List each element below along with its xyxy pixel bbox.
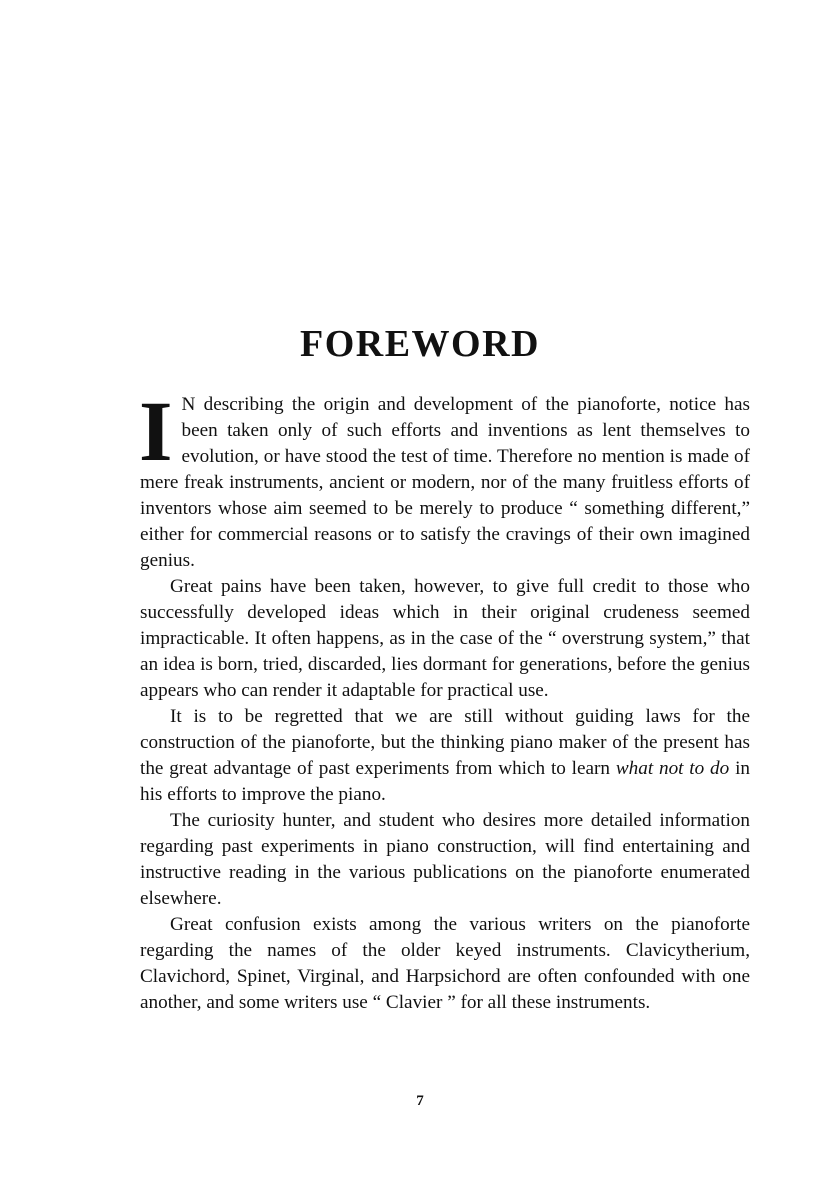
paragraph-1 <box>139 383 750 574</box>
paragraph-3-text-start: It is to be regretted that we are still without guiding laws for the construction of the pianoforte, but the thinking piano maker of the present has the great advantage of past experiments from which to learn <box>140 706 750 779</box>
paragraph-2: Great pains have been taken, however, to give full credit to those who successfully developed ideas which in their original crudeness seemed impracticable. It often happens, as in the case of the “ overstrung system,” that an idea is born, tried, discarded, lies dormant for generations, before the genius appears who can render it adaptable for practical use. <box>140 576 750 701</box>
drop-cap: I <box>139 383 173 479</box>
paragraph-4: The curiosity hunter, and student who desires more detailed information regarding past experiments in piano construction, will find entertaining and instructive reading in the various publications on the pianoforte enumerated elsewhere. <box>140 810 750 909</box>
paragraph-3-text-end: in his efforts to improve the piano. <box>140 758 750 805</box>
paragraph-3 <box>140 704 750 808</box>
paragraph-5: Great confusion exists among the various writers on the pianoforte regarding the names of the older keyed instruments. Clavicytherium, Clavichord, Spinet, Virginal, and Harpsichord are often confounded with one another, and some writers use “ Clavier ” for all these instruments. <box>140 914 750 1013</box>
foreword-body <box>139 383 750 1016</box>
emphasis-text: what not to do <box>615 758 730 779</box>
page-number: 7 <box>416 1093 424 1109</box>
page-title: FOREWORD <box>300 323 540 365</box>
paragraph-1-text: N describing the origin and development of the pianoforte, notice has been taken only of such efforts and inventions as lent themselves to evolution, or have stood the test of time. Therefore no mention is made of mere freak instruments, ancient or modern, nor of the many fruitless efforts of inventors whose aim seemed to be merely to produce “ something different,” either for commercial reasons or to satisfy the cravings of their own imagined genius. <box>140 394 750 571</box>
